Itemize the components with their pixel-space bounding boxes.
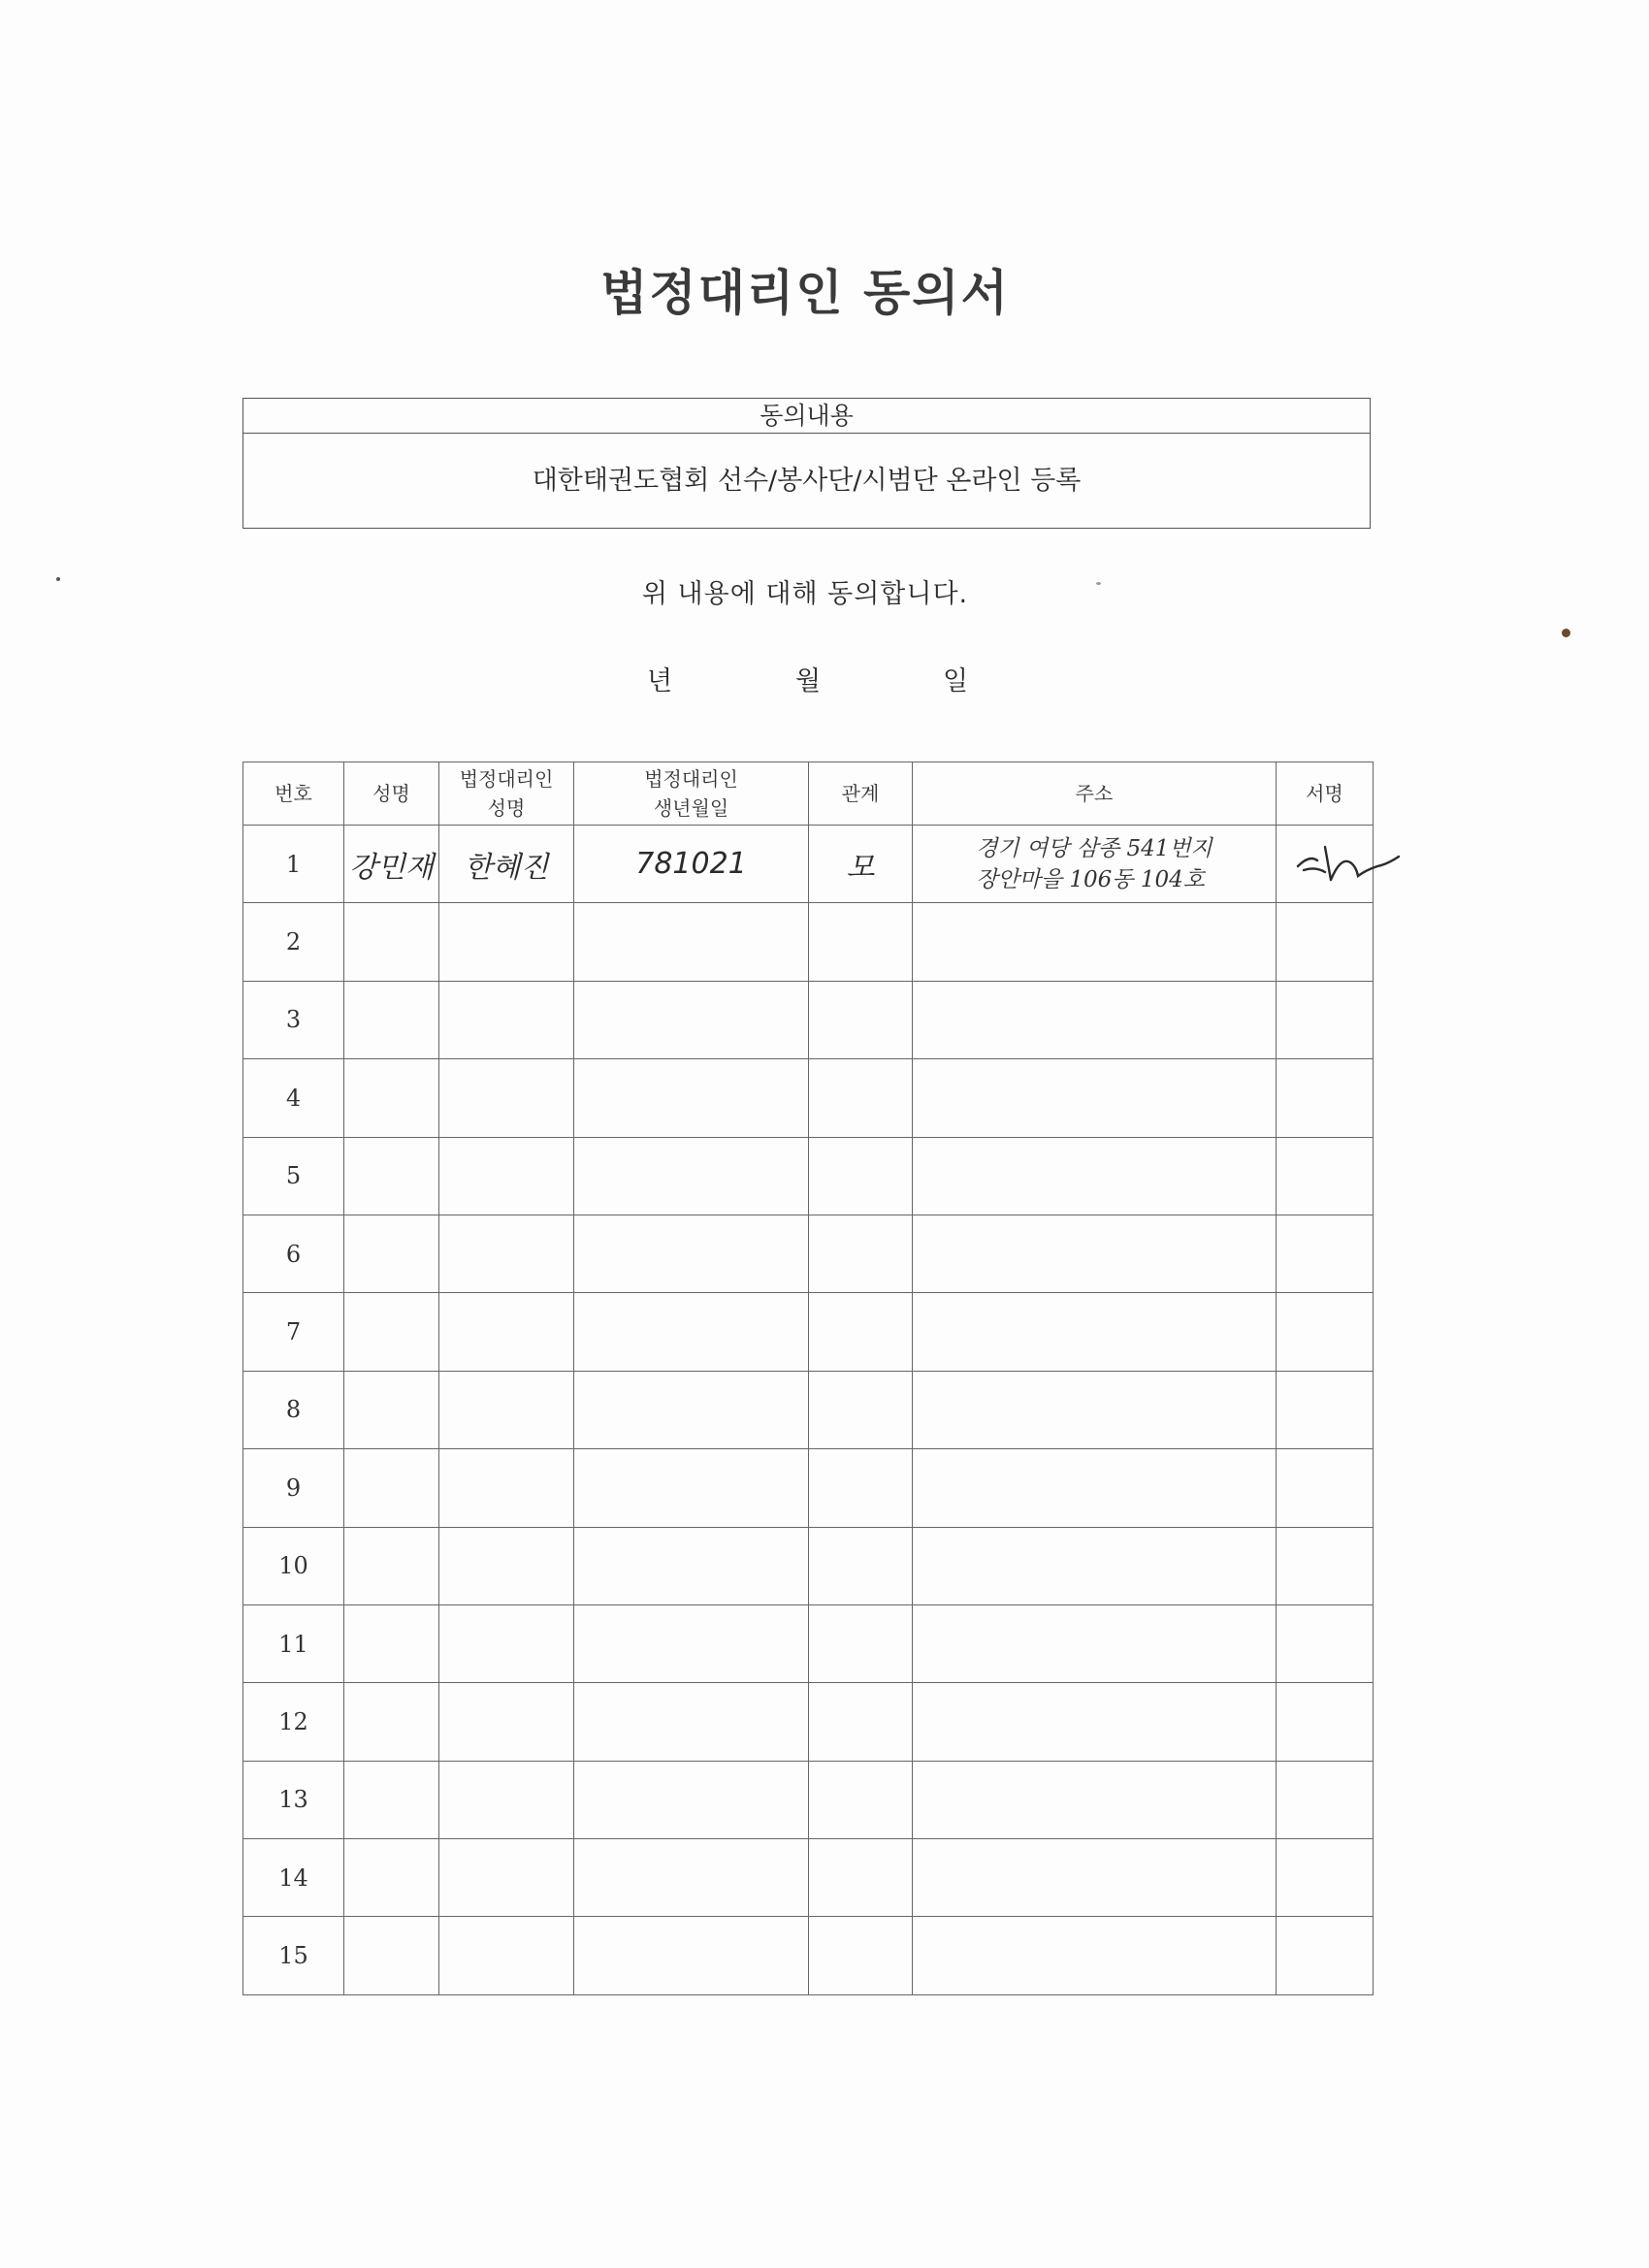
row-number: 3	[243, 981, 344, 1058]
signature-mark	[1277, 826, 1373, 902]
signature-scribble	[1296, 837, 1403, 886]
entry-name-text: 강민재	[349, 850, 434, 885]
header-guardian-name	[439, 762, 574, 826]
registration-table	[242, 761, 1374, 1995]
paper-speck	[1562, 629, 1570, 637]
consent-header: 동의내용	[243, 399, 1370, 434]
row-number: 9	[243, 1449, 344, 1527]
paper-speck	[56, 577, 60, 581]
row-number: 10	[243, 1527, 344, 1604]
header-signature: 서명	[1277, 762, 1374, 826]
row-number: 15	[243, 1917, 344, 1994]
header-relation: 관계	[809, 762, 913, 826]
header-guardian-name-line1: 법정대리인	[459, 767, 554, 791]
header-number: 번호	[243, 762, 344, 826]
entry-relation	[809, 826, 913, 903]
entry-relation-text: 모	[846, 850, 875, 885]
header-guardian-name-line2: 성명	[487, 796, 526, 820]
entry-address-line1: 경기 여당 삼종 541번지	[976, 835, 1212, 861]
entry-address	[913, 826, 1277, 903]
header-guardian-birth-line2: 생년월일	[653, 796, 729, 820]
header-guardian-birth-line1: 법정대리인	[644, 767, 738, 791]
table-row	[243, 1527, 1374, 1604]
table-row	[243, 1449, 1374, 1527]
entry-guardian-name	[439, 826, 574, 903]
row-number: 7	[243, 1293, 344, 1371]
table-row	[243, 1604, 1374, 1682]
row-number: 8	[243, 1371, 344, 1448]
table-header-row	[243, 762, 1374, 826]
table-row	[243, 981, 1374, 1058]
row-number: 5	[243, 1137, 344, 1215]
table-row	[243, 1059, 1374, 1137]
table-row	[243, 1215, 1374, 1292]
consent-content: 대한태권도협회 선수/봉사단/시범단 온라인 등록	[532, 466, 1082, 496]
table-row	[243, 1917, 1374, 1994]
table-row	[243, 1761, 1374, 1838]
entry-guardian-birth	[574, 826, 809, 903]
entry-guardian-birth-text: 781021	[635, 847, 747, 882]
entry-guardian-name-text: 한혜진	[464, 850, 549, 885]
row-number: 6	[243, 1215, 344, 1292]
table-row	[243, 1683, 1374, 1761]
entry-signature	[1277, 826, 1374, 903]
table-row	[243, 826, 1374, 903]
agreement-statement: 위 내용에 대해 동의합니다.	[641, 579, 969, 609]
row-number: 12	[243, 1683, 344, 1761]
row-number: 2	[243, 903, 344, 981]
date-month-label: 월	[795, 666, 822, 697]
header-guardian-birth	[574, 762, 809, 826]
header-address: 주소	[913, 762, 1277, 826]
entry-address-line2: 장안마을 106동 104호	[976, 866, 1205, 892]
table-row	[243, 1137, 1374, 1215]
page-title: 법정대리인 동의서	[600, 264, 1010, 321]
row-number: 1	[243, 826, 344, 903]
table-row	[243, 1839, 1374, 1917]
entry-address-text	[976, 833, 1212, 895]
consent-box	[242, 398, 1371, 529]
paper-speck	[1096, 582, 1101, 585]
date-year-label: 년	[647, 666, 673, 697]
table-row	[243, 1371, 1374, 1448]
row-number: 4	[243, 1059, 344, 1137]
header-name: 성명	[344, 762, 439, 826]
table-row	[243, 1293, 1374, 1371]
table-row	[243, 903, 1374, 981]
row-number: 13	[243, 1761, 344, 1838]
entry-name	[344, 826, 439, 903]
row-number: 14	[243, 1839, 344, 1917]
date-day-label: 일	[943, 666, 969, 697]
row-number: 11	[243, 1604, 344, 1682]
